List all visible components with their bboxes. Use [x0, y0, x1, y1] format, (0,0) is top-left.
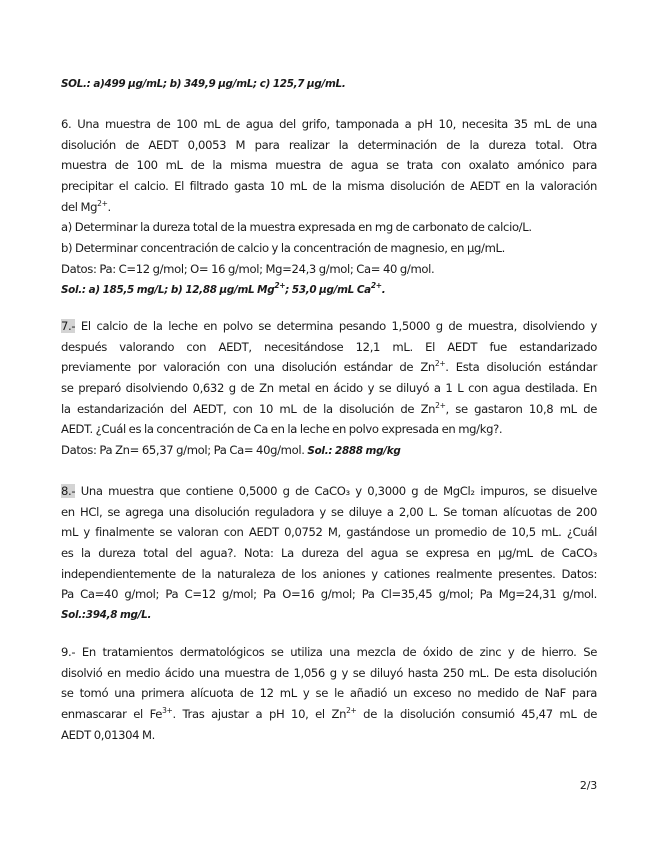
problem-7-line-6: AEDT. ¿Cuál es la concentración de Ca en la leche en polvo expresada en mg/kg?.: [61, 422, 503, 437]
problem-6-item-b: b) Determinar concentración de calcio y la concentración de magnesio, en μg/mL.: [61, 241, 505, 256]
problem-7-line-2: después valorando con AEDT, necesitándose 12,1 mL. El AEDT fue estandarizado: [61, 339, 597, 354]
problem-6-line-2: disolución de AEDT 0,0053 M para realizar la determinación de la dureza total. Otra: [61, 137, 597, 152]
problem-9-line-2: disolvió en medio ácido una muestra de 1,056 g y se diluyó hasta 250 mL. De esta disolución: [61, 665, 597, 680]
problem-8-line-6: Pa Ca=40 g/mol; Pa C=12 g/mol; Pa O=16 g/mol; Pa Cl=35,45 g/mol; Pa Mg=24,31 g/mol.: [61, 587, 597, 602]
problem-6: [61, 114, 597, 300]
problem-6-line-5: del $Mg^{2+}$.: [61, 198, 111, 214]
page-number: 2/3: [579, 779, 597, 792]
problem-7-line-4: se preparó disolviendo 0,632 g de Zn metal en ácido y se diluyó a 1 L con agua destilada. En: [61, 381, 597, 396]
problem-number: 8.-: [61, 484, 76, 498]
problem-7-solution: Sol.: 2888 mg/kg: [307, 445, 401, 458]
problem-8-solution: Sol.:394,8 mg/L.: [61, 609, 152, 622]
problem-6-line-1: 6. Una muestra de 100 mL de agua del grifo, tamponada a pH 10, necesita 35 mL de una: [61, 117, 597, 131]
problem-7-line-1: 7.- El calcio de la leche en polvo se determina pesando 1,5000 g de muestra, disolviendo y: [61, 319, 597, 333]
problem-8-line-5: independientemente de la naturaleza de los aniones y cationes realmente presentes. Datos:: [61, 566, 597, 581]
problem-7-line-5: la estandarización del AEDT, con 10 mL de la disolución de $Zn^{2+}$, se gastaron 10,8 mL de: [61, 400, 597, 416]
problem-7-datos: Datos: Pa Zn= 65,37 g/mol; Pa Ca= 40g/mol. Sol.: 2888 mg/kg: [61, 443, 401, 458]
previous-solution: [61, 74, 597, 95]
problem-8-line-4: es la dureza total del agua?. Nota: La dureza del agua se expresa en μg/mL de CaCO₃: [61, 546, 597, 561]
problem-9-line-1: 9.- En tratamientos dermatológicos se utiliza una mezcla de óxido de zinc y de hierro. Se: [61, 645, 597, 659]
problem-9-line-4: enmascarar el $Fe^{3+}$. Tras ajustar a pH 10, el $Zn^{2+}$ de la disolución consumió 45,47 mL de: [61, 706, 597, 722]
problem-9: [61, 642, 597, 745]
problem-6-solution: Sol.: a) 185,5 mg/L; b) 12,88 μg/mL $Mg^{2+}$; 53,0 μg/mL $Ca^{2+}$.: [61, 280, 386, 296]
problem-6-item-a: a) Determinar la dureza total de la muestra expresada en mg de carbonato de calcio/L.: [61, 220, 532, 235]
problem-7-line-3: previamente por valoración con una disolución estándar de $Zn^{2+}$. Esta disolución estándar: [61, 359, 597, 375]
problem-8-line-1: 8.- Una muestra que contiene 0,5000 g de CaCO₃ y 0,3000 g de MgCl₂ impuros, se disuelve: [61, 484, 597, 498]
problem-8: [61, 481, 597, 626]
problem-6-line-4: precipitar el calcio. El filtrado gasta 10 mL de la misma disolución de AEDT en la valoración: [61, 179, 597, 194]
problem-9-line-3: se tomó una primera alícuota de 12 mL y se le añadió un exceso no medido de NaF para: [61, 686, 597, 701]
problem-9-line-5: AEDT 0,01304 M.: [61, 727, 156, 742]
solution-line: SOL.: a)499 μg/mL; b) 349,9 μg/mL; c) 125,7 μg/mL.: [61, 78, 346, 90]
problem-8-line-3: mL y finalmente se valoran con AEDT 0,0752 M, gastándose un promedio de 10,5 mL. ¿Cuál: [61, 525, 597, 540]
problem-number: 7.-: [61, 319, 76, 333]
problem-6-datos: Datos: Pa: C=12 g/mol; O= 16 g/mol; Mg=24,3 g/mol; Ca= 40 g/mol.: [61, 261, 435, 276]
problem-6-line-3: muestra de 100 mL de la misma muestra de agua se trata con oxalato amónico para: [61, 158, 597, 173]
problem-8-line-2: en HCl, se agrega una disolución reguladora y se diluye a 2,00 L. Se toman alícuotas de 200: [61, 504, 597, 519]
problem-7: [61, 316, 597, 461]
